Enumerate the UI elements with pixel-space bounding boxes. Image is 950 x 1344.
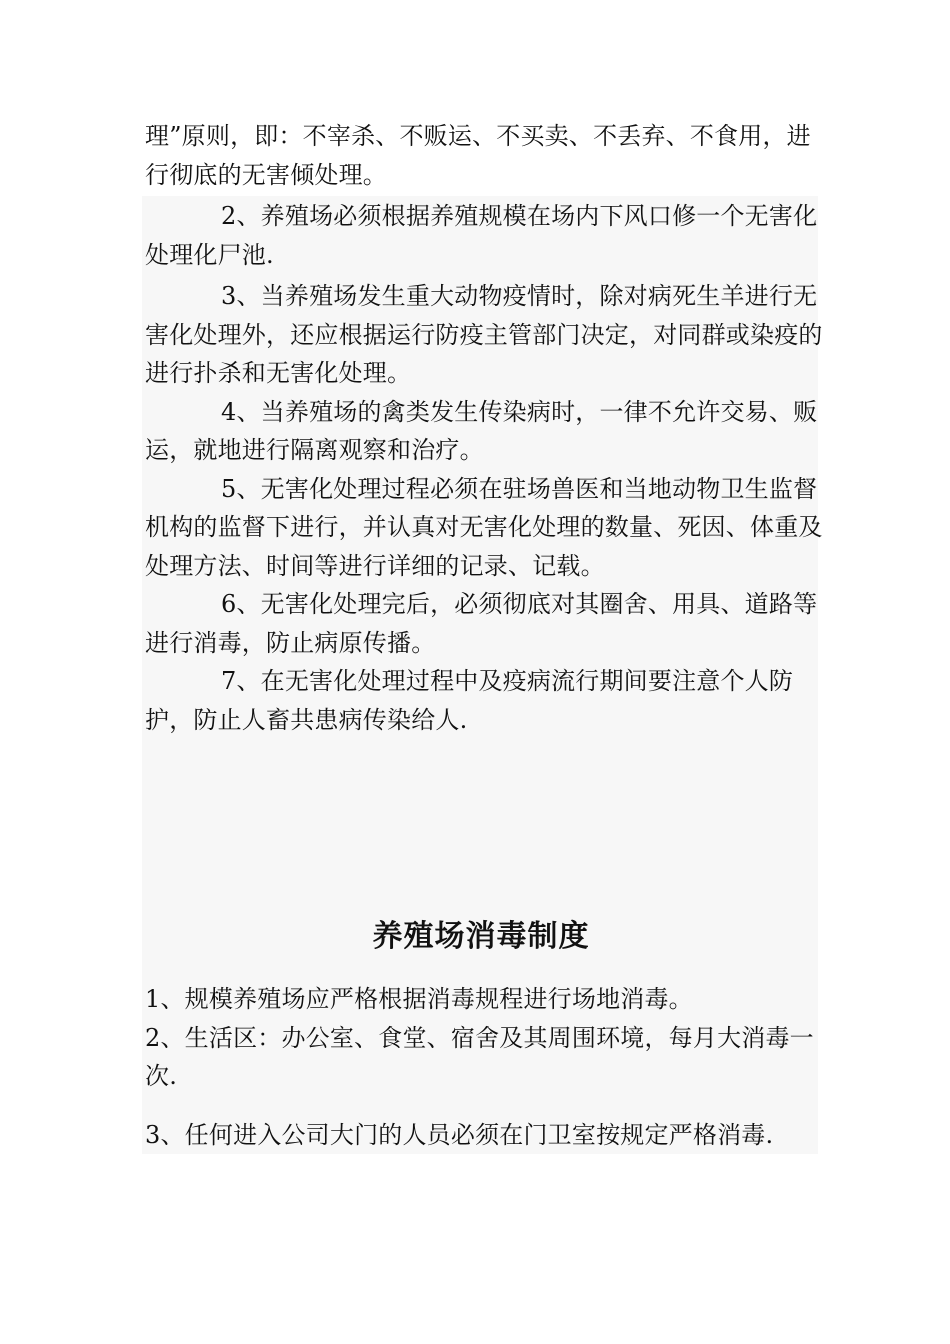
disinfection-section xyxy=(145,980,835,1154)
paragraph-item-2: 2、养殖场必须根据养殖规模在场内下风口修一个无害化处理化尸池. xyxy=(145,202,818,269)
paragraph-continued: 理”原则，即：不宰杀、不贩运、不买卖、不丢弃、不食用，进行彻底的无害倾处理。 xyxy=(145,122,811,189)
paragraph-item-5: 5、无害化处理过程必须在驻场兽医和当地动物卫生监督机构的监督下进行，并认真对无害化处理的数量、死因、体重及处理方法、时间等进行详细的记录、记载。 xyxy=(145,474,823,580)
disinfection-item-1: 1、规模养殖场应严格根据消毒规程进行场地消毒。 xyxy=(145,985,693,1013)
paragraph-item-7: 7、在无害化处理过程中及疫病流行期间要注意个人防护，防止人畜共患病传染给人. xyxy=(145,667,794,734)
section-title: 养殖场消毒制度 xyxy=(372,919,590,954)
disinfection-item-3: 3、任何进入公司大门的人员必须在门卫室按规定严格消毒. xyxy=(145,1120,774,1149)
paragraph-item-6: 6、无害化处理完后，必须彻底对其圈舍、用具、道路等进行消毒，防止病原传播。 xyxy=(145,590,818,657)
paragraph-item-4: 4、当养殖场的禽类发生传染病时，一律不允许交易、贩运，就地进行隔离观察和治疗。 xyxy=(145,397,818,464)
paragraph-item-3: 3、当养殖场发生重大动物疫情时，除对病死生羊进行无害化处理外，还应根据运行防疫主管部门决定，对同群或染疫的进行扑杀和无害化处理。 xyxy=(145,282,823,387)
document-page xyxy=(145,117,835,1149)
disinfection-item-2: 2、生活区：办公室、食堂、宿舍及其周围环境，每月大消毒一次. xyxy=(145,1023,814,1090)
